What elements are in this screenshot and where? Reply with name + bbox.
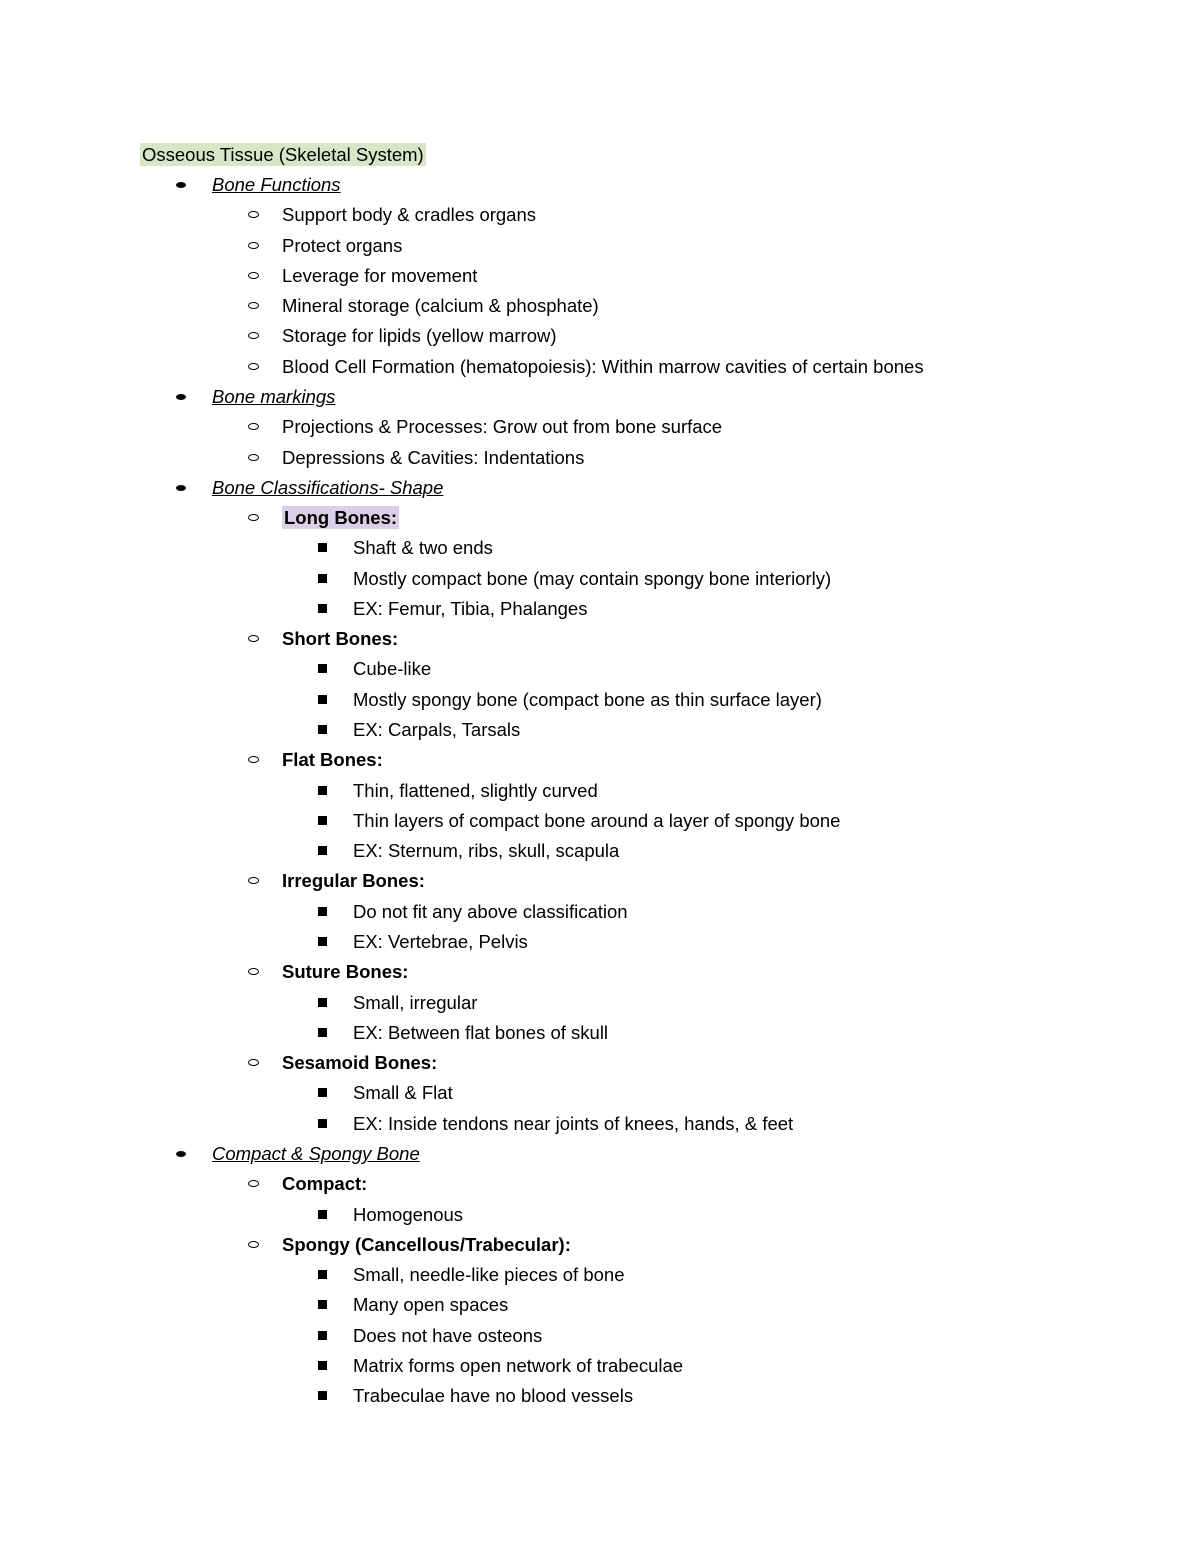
list-text: Long Bones: <box>284 507 398 528</box>
sub-list-item <box>353 927 528 957</box>
list-text: Small & Flat <box>353 1082 453 1103</box>
list-item <box>282 1230 571 1260</box>
sub-list-item <box>353 1200 463 1230</box>
section-heading <box>212 170 341 200</box>
list-item <box>282 321 557 351</box>
list-text: Leverage for movement <box>282 265 478 286</box>
list-text: Trabeculae have no blood vessels <box>353 1385 634 1406</box>
list-text: Many open spaces <box>353 1294 509 1315</box>
sub-list-item <box>353 1351 683 1381</box>
list-text: Compact & Spongy Bone <box>212 1143 420 1164</box>
sub-list-item <box>353 1290 508 1320</box>
list-item <box>282 352 924 382</box>
list-text: Flat Bones: <box>282 749 383 770</box>
page-title <box>140 140 426 170</box>
list-item <box>282 291 599 321</box>
list-text: Mostly spongy bone (compact bone as thin surface layer) <box>353 689 822 710</box>
list-text: EX: Carpals, Tarsals <box>353 719 521 740</box>
sub-list-item <box>353 1018 608 1048</box>
list-text: Thin layers of compact bone around a layer of spongy bone <box>353 810 841 831</box>
list-text: Matrix forms open network of trabeculae <box>353 1355 684 1376</box>
list-text: Support body & cradles organs <box>282 204 537 225</box>
sub-list-item <box>353 685 822 715</box>
list-text: Do not fit any above classification <box>353 901 628 922</box>
list-text: Projections & Processes: Grow out from bone surface <box>282 416 723 437</box>
sub-list-item <box>353 594 587 624</box>
list-text: Sesamoid Bones: <box>282 1052 438 1073</box>
sub-list-item <box>353 533 493 563</box>
list-text: Small, needle-like pieces of bone <box>353 1264 625 1285</box>
list-text: EX: Vertebrae, Pelvis <box>353 931 528 952</box>
sub-list-item <box>353 1078 453 1108</box>
list-text: Small, irregular <box>353 992 478 1013</box>
list-text: EX: Sternum, ribs, skull, scapula <box>353 840 620 861</box>
list-item <box>282 443 584 473</box>
sub-list-item <box>353 988 477 1018</box>
sub-list-item <box>353 897 628 927</box>
list-text: Irregular Bones: <box>282 870 425 891</box>
list-text: EX: Between flat bones of skull <box>353 1022 609 1043</box>
list-item <box>282 231 402 261</box>
list-text: Bone Classifications- Shape <box>212 477 444 498</box>
sub-list-item <box>353 1321 542 1351</box>
list-text: Homogenous <box>353 1204 464 1225</box>
list-item <box>282 745 383 775</box>
sub-list-item <box>353 1260 625 1290</box>
list-item <box>282 866 425 896</box>
list-item <box>282 503 399 533</box>
list-text: Compact: <box>282 1173 368 1194</box>
list-text: Does not have osteons <box>353 1325 543 1346</box>
list-item <box>282 412 722 442</box>
list-text: Mostly compact bone (may contain spongy bone interiorly) <box>353 568 832 589</box>
list-text: Mineral storage (calcium & phosphate) <box>282 295 599 316</box>
section-heading <box>212 473 443 503</box>
sub-list-item <box>353 1381 633 1411</box>
sub-list-item <box>353 836 619 866</box>
list-text: Shaft & two ends <box>353 537 493 558</box>
list-text: Bone markings <box>212 386 336 407</box>
list-text: Blood Cell Formation (hematopoiesis): Within marrow cavities of certain bones <box>282 356 924 377</box>
section-heading <box>212 1139 420 1169</box>
sub-list-item <box>353 715 520 745</box>
sub-list-item <box>353 776 598 806</box>
list-item <box>282 624 398 654</box>
list-item <box>282 1169 367 1199</box>
list-item <box>282 261 477 291</box>
list-text: Short Bones: <box>282 628 399 649</box>
list-item <box>282 200 536 230</box>
list-item <box>282 957 408 987</box>
list-text: Depressions & Cavities: Indentations <box>282 447 585 468</box>
list-item <box>282 1048 437 1078</box>
list-text: Protect organs <box>282 235 403 256</box>
list-text: Cube-like <box>353 658 432 679</box>
list-text: Storage for lipids (yellow marrow) <box>282 325 557 346</box>
list-text: EX: Inside tendons near joints of knees, hands, & feet <box>353 1113 794 1134</box>
list-text: Bone Functions <box>212 174 341 195</box>
sub-list-item <box>353 806 840 836</box>
sub-list-item <box>353 564 831 594</box>
list-text: Spongy (Cancellous/Trabecular): <box>282 1234 571 1255</box>
page-title-text: Osseous Tissue (Skeletal System) <box>142 144 424 165</box>
sub-list-item <box>353 654 431 684</box>
list-text: Suture Bones: <box>282 961 409 982</box>
list-text: Thin, flattened, slightly curved <box>353 780 598 801</box>
sub-list-item <box>353 1109 793 1139</box>
section-heading <box>212 382 335 412</box>
list-text: EX: Femur, Tibia, Phalanges <box>353 598 588 619</box>
